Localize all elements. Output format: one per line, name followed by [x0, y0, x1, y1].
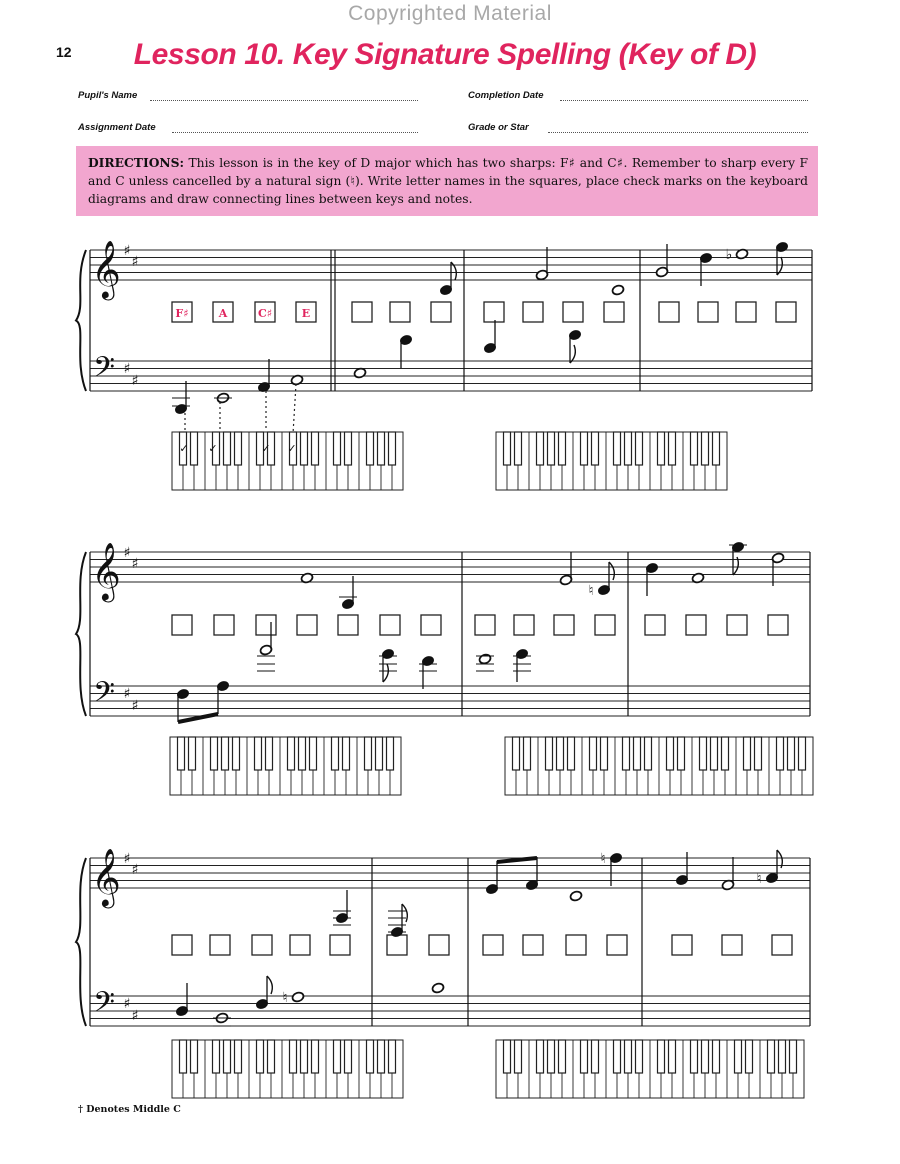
note-flag — [609, 562, 614, 580]
answer-box[interactable] — [387, 935, 407, 955]
black-key[interactable] — [548, 1040, 555, 1073]
key-sharp-f: ♯ — [123, 686, 131, 702]
answer-box[interactable] — [554, 615, 574, 635]
black-key[interactable] — [691, 1040, 698, 1073]
accidental: ♮ — [282, 990, 288, 1006]
black-key[interactable] — [524, 737, 531, 770]
footnote: † Denotes Middle C — [78, 1104, 181, 1115]
black-key[interactable] — [592, 432, 599, 465]
black-key[interactable] — [799, 737, 806, 770]
black-key[interactable] — [557, 737, 564, 770]
black-key[interactable] — [722, 737, 729, 770]
black-key[interactable] — [645, 737, 652, 770]
black-key[interactable] — [211, 737, 218, 770]
key-sharp-f: ♯ — [123, 545, 131, 561]
black-key[interactable] — [290, 1040, 297, 1073]
black-key[interactable] — [312, 1040, 319, 1073]
answer-box[interactable] — [256, 615, 276, 635]
black-key[interactable] — [367, 1040, 374, 1073]
black-key[interactable] — [546, 737, 553, 770]
answer-box[interactable] — [563, 302, 583, 322]
black-key[interactable] — [735, 1040, 742, 1073]
answer-box[interactable] — [659, 302, 679, 322]
answer-box[interactable] — [214, 615, 234, 635]
black-key[interactable] — [592, 1040, 599, 1073]
black-key[interactable] — [667, 737, 674, 770]
completion-date-label: Completion Date — [468, 90, 544, 101]
black-key[interactable] — [233, 737, 240, 770]
black-key[interactable] — [389, 432, 396, 465]
answer-box[interactable] — [252, 935, 272, 955]
black-key[interactable] — [515, 432, 522, 465]
answer-box[interactable] — [210, 935, 230, 955]
black-key[interactable] — [180, 1040, 187, 1073]
example-answer-4: E — [301, 307, 311, 320]
accidental: ♭ — [725, 247, 733, 263]
key-sharp-f: ♯ — [123, 361, 131, 377]
black-key[interactable] — [224, 1040, 231, 1073]
pupil-name-label: Pupil's Name — [78, 90, 138, 101]
answer-box[interactable] — [686, 615, 706, 635]
answer-box[interactable] — [595, 615, 615, 635]
black-key[interactable] — [255, 737, 262, 770]
black-key[interactable] — [266, 737, 273, 770]
answer-box[interactable] — [475, 615, 495, 635]
key-sharp-c: ♯ — [131, 556, 139, 572]
s3-brace — [76, 858, 86, 1026]
answer-box[interactable] — [607, 935, 627, 955]
beam — [497, 858, 537, 862]
black-key[interactable] — [746, 1040, 753, 1073]
check-mark-icon: ✓ — [287, 442, 297, 455]
black-key[interactable] — [191, 1040, 198, 1073]
black-key[interactable] — [515, 1040, 522, 1073]
black-key[interactable] — [235, 1040, 242, 1073]
black-key[interactable] — [310, 737, 317, 770]
answer-box[interactable] — [776, 302, 796, 322]
page-number: 12 — [56, 44, 72, 60]
black-key[interactable] — [334, 1040, 341, 1073]
accidental: ♮ — [600, 851, 606, 867]
black-key[interactable] — [702, 432, 709, 465]
black-key[interactable] — [768, 1040, 775, 1073]
black-key[interactable] — [537, 1040, 544, 1073]
note-flag — [383, 664, 388, 682]
beam — [178, 714, 218, 722]
check-mark-icon: ✓ — [208, 442, 218, 455]
watermark: Copyrighted Material — [348, 2, 552, 25]
check-mark-icon: ✓ — [179, 442, 189, 455]
black-key[interactable] — [312, 432, 319, 465]
answer-box[interactable] — [290, 935, 310, 955]
black-key[interactable] — [713, 432, 720, 465]
black-key[interactable] — [559, 432, 566, 465]
black-key[interactable] — [669, 432, 676, 465]
black-key[interactable] — [548, 432, 555, 465]
staff-system-1 — [76, 240, 812, 490]
black-key[interactable] — [537, 432, 544, 465]
answer-box[interactable] — [645, 615, 665, 635]
black-key[interactable] — [788, 737, 795, 770]
black-key[interactable] — [559, 1040, 566, 1073]
black-key[interactable] — [376, 737, 383, 770]
key-sharp-c: ♯ — [131, 862, 139, 878]
answer-box[interactable] — [484, 302, 504, 322]
example-answer-1: F♯ — [175, 307, 189, 320]
assignment-date-label: Assignment Date — [78, 122, 156, 133]
note-head — [291, 991, 304, 1003]
black-key[interactable] — [623, 737, 630, 770]
answer-box[interactable] — [722, 935, 742, 955]
directions-text: This lesson is in the key of D major which has two sharps: F♯ and C♯. Remember to sharp every F and C unless cancelled by a natural sign (♮). Write letter names in the squares, place check marks on the keyboard diagrams and draw connecting lines between keys and notes. — [88, 156, 808, 206]
black-key[interactable] — [711, 737, 718, 770]
grade-label: Grade or Star — [468, 122, 529, 133]
key-sharp-c: ♯ — [131, 373, 139, 389]
answer-box[interactable] — [330, 935, 350, 955]
bass-clef-icon: 𝄢 — [93, 986, 115, 1026]
black-key[interactable] — [301, 432, 308, 465]
answer-box[interactable] — [672, 935, 692, 955]
black-key[interactable] — [790, 1040, 797, 1073]
black-key[interactable] — [268, 1040, 275, 1073]
answer-box[interactable] — [172, 615, 192, 635]
answer-box[interactable] — [352, 302, 372, 322]
answer-box[interactable] — [768, 615, 788, 635]
black-key[interactable] — [614, 1040, 621, 1073]
black-key[interactable] — [625, 432, 632, 465]
key-sharp-c: ♯ — [131, 1008, 139, 1024]
accidental: ♮ — [756, 871, 762, 887]
black-key[interactable] — [387, 737, 394, 770]
answer-box[interactable] — [727, 615, 747, 635]
treble-clef-icon: 𝄞 — [91, 240, 121, 298]
black-key[interactable] — [636, 1040, 643, 1073]
s2-brace — [76, 552, 86, 716]
black-key[interactable] — [700, 737, 707, 770]
black-key[interactable] — [343, 737, 350, 770]
black-key[interactable] — [504, 1040, 511, 1073]
s1-brace — [76, 250, 86, 391]
key-sharp-c: ♯ — [131, 254, 139, 270]
black-key[interactable] — [691, 432, 698, 465]
black-key[interactable] — [222, 737, 229, 770]
black-key[interactable] — [189, 737, 196, 770]
note-head — [431, 982, 444, 994]
answer-box[interactable] — [380, 615, 400, 635]
answer-box[interactable] — [566, 935, 586, 955]
black-key[interactable] — [301, 1040, 308, 1073]
black-key[interactable] — [590, 737, 597, 770]
black-key[interactable] — [378, 1040, 385, 1073]
answer-box[interactable] — [429, 935, 449, 955]
answer-box[interactable] — [297, 615, 317, 635]
black-key[interactable] — [345, 1040, 352, 1073]
black-key[interactable] — [257, 1040, 264, 1073]
note-flag — [267, 976, 272, 994]
example-answers — [175, 307, 310, 320]
black-key[interactable] — [365, 737, 372, 770]
answer-box[interactable] — [421, 615, 441, 635]
black-key[interactable] — [568, 737, 575, 770]
black-key[interactable] — [669, 1040, 676, 1073]
answer-box[interactable] — [172, 935, 192, 955]
black-key[interactable] — [213, 1040, 220, 1073]
black-key[interactable] — [636, 432, 643, 465]
black-key[interactable] — [504, 432, 511, 465]
answer-box[interactable] — [483, 935, 503, 955]
black-key[interactable] — [191, 432, 198, 465]
check-mark-icon: ✓ — [261, 442, 271, 455]
directions-heading: DIRECTIONS: — [88, 155, 185, 170]
treble-clef-icon: 𝄞 — [91, 542, 121, 600]
answer-box[interactable] — [604, 302, 624, 322]
black-key[interactable] — [378, 432, 385, 465]
note-flag — [402, 904, 407, 922]
answer-box[interactable] — [523, 302, 543, 322]
answer-box[interactable] — [390, 302, 410, 322]
black-key[interactable] — [777, 737, 784, 770]
staff-system-2 — [76, 541, 813, 795]
black-key[interactable] — [235, 432, 242, 465]
black-key[interactable] — [678, 737, 685, 770]
lesson-title: Lesson 10. Key Signature Spelling (Key of D) — [133, 38, 757, 71]
black-key[interactable] — [581, 1040, 588, 1073]
black-key[interactable] — [702, 1040, 709, 1073]
black-key[interactable] — [299, 737, 306, 770]
black-key[interactable] — [332, 737, 339, 770]
answer-box[interactable] — [736, 302, 756, 322]
answer-box[interactable] — [431, 302, 451, 322]
black-key[interactable] — [178, 737, 185, 770]
black-key[interactable] — [713, 1040, 720, 1073]
black-key[interactable] — [367, 432, 374, 465]
bass-clef-icon: 𝄢 — [93, 676, 115, 716]
note-flag — [570, 345, 575, 363]
answer-box[interactable] — [772, 935, 792, 955]
accidental: ♮ — [588, 583, 594, 599]
note-head — [569, 890, 582, 902]
answer-box[interactable] — [338, 615, 358, 635]
black-key[interactable] — [345, 432, 352, 465]
black-key[interactable] — [224, 432, 231, 465]
black-key[interactable] — [389, 1040, 396, 1073]
answer-box[interactable] — [523, 935, 543, 955]
black-key[interactable] — [658, 1040, 665, 1073]
black-key[interactable] — [744, 737, 751, 770]
black-key[interactable] — [614, 432, 621, 465]
answer-box[interactable] — [514, 615, 534, 635]
black-key[interactable] — [581, 432, 588, 465]
black-key[interactable] — [779, 1040, 786, 1073]
black-key[interactable] — [288, 737, 295, 770]
black-key[interactable] — [625, 1040, 632, 1073]
black-key[interactable] — [634, 737, 641, 770]
example-answer-2: A — [218, 307, 228, 320]
bass-clef-icon: 𝄢 — [93, 351, 115, 391]
key-sharp-f: ♯ — [123, 996, 131, 1012]
treble-clef-icon: 𝄞 — [91, 848, 121, 906]
black-key[interactable] — [755, 737, 762, 770]
key-sharp-c: ♯ — [131, 698, 139, 714]
example-answer-3: C♯ — [257, 307, 273, 320]
black-key[interactable] — [513, 737, 520, 770]
key-sharp-f: ♯ — [123, 243, 131, 259]
black-key[interactable] — [658, 432, 665, 465]
black-key[interactable] — [334, 432, 341, 465]
key-sharp-f: ♯ — [123, 851, 131, 867]
note-head — [611, 284, 624, 296]
note-head — [478, 653, 491, 665]
answer-box[interactable] — [698, 302, 718, 322]
black-key[interactable] — [601, 737, 608, 770]
staff-system-3 — [76, 848, 810, 1098]
